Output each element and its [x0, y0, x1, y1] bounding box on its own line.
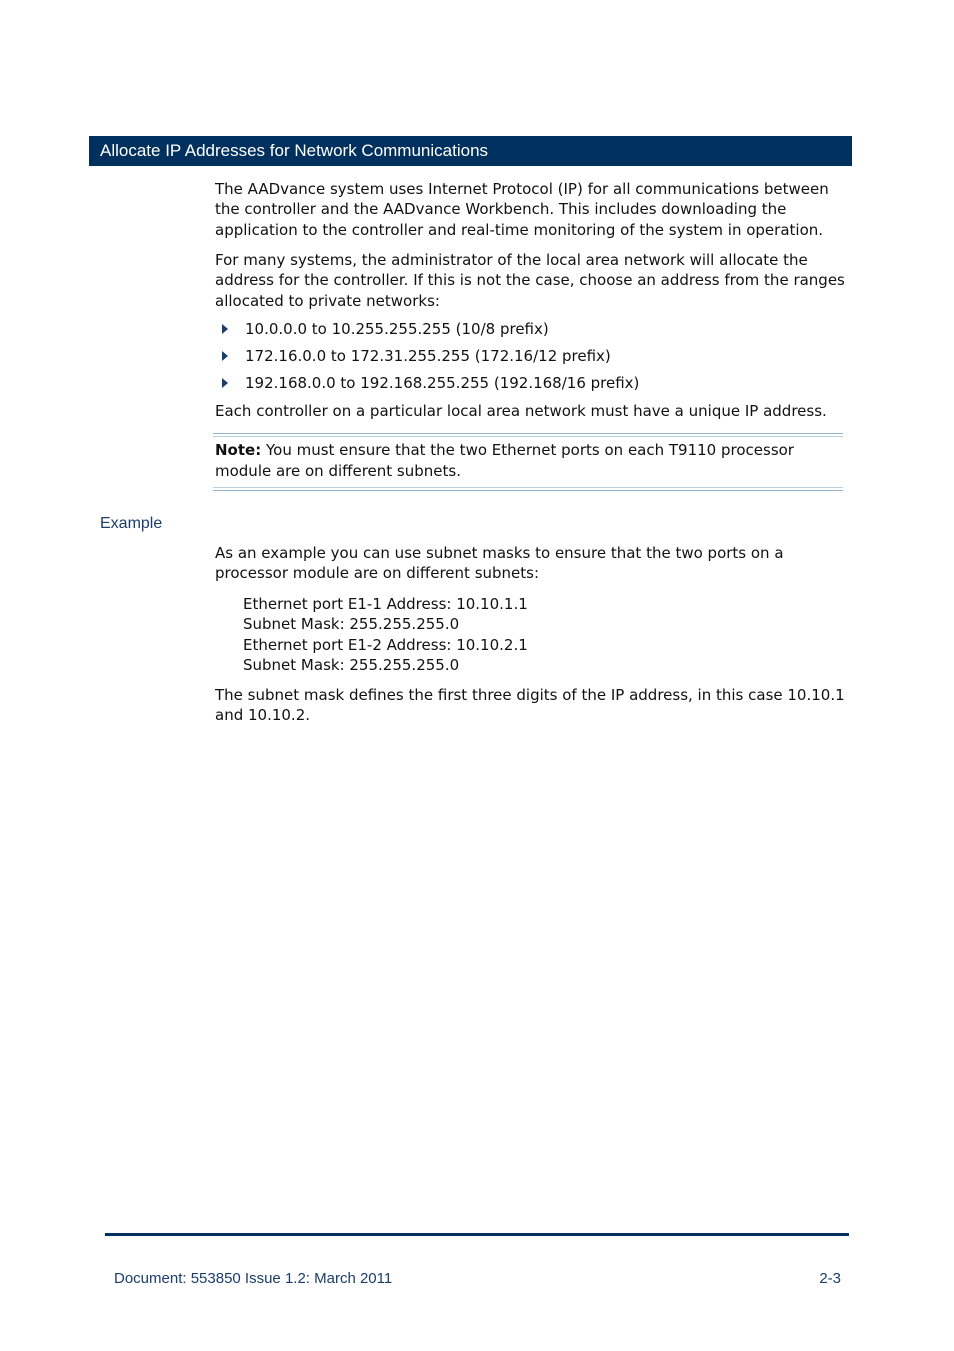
section-heading: Allocate IP Addresses for Network Communications: [89, 136, 852, 166]
allocation-paragraph: For many systems, the administrator of the local area network will allocate the address for the controller. If this is not the case, choose an address from the ranges allocated to private networks:: [215, 251, 845, 310]
note-text: You must ensure that the two Ethernet ports on each T9110 processor module are on different subnets.: [215, 441, 794, 480]
note-bottom-rule: [213, 490, 843, 491]
note-label: Note:: [215, 441, 262, 459]
note: [215, 440, 840, 482]
example-intro-paragraph: As an example you can use subnet masks to ensure that the two ports on a processor module are on different subnets:: [215, 544, 784, 583]
example-config-block: [243, 594, 528, 675]
footer-rule: [105, 1233, 849, 1236]
list-item-text: 192.168.0.0 to 192.168.255.255 (192.168/16 prefix): [245, 374, 640, 392]
note-top-rule-inner: [213, 436, 843, 437]
list-item-text: 10.0.0.0 to 10.255.255.255 (10/8 prefix): [245, 320, 549, 338]
config-line: Ethernet port E1-1 Address: 10.10.1.1: [243, 595, 528, 613]
intro-paragraph: The AADvance system uses Internet Protocol (IP) for all communications between the controller and the AADvance Workbench. This includes downloading the application to the controller and real-time monitoring of the system in operation.: [215, 180, 829, 239]
example-heading: Example: [100, 515, 163, 532]
config-line: Subnet Mask: 255.255.255.0: [243, 655, 460, 674]
bullet-arrow-icon: [222, 324, 228, 334]
footer-page-number: 2-3: [819, 1270, 841, 1287]
bullet-arrow-icon: [222, 351, 228, 361]
example-conclusion-paragraph: The subnet mask defines the first three digits of the IP address, in this case 10.10.1 and 10.10.2.: [215, 686, 845, 725]
bullet-arrow-icon: [222, 378, 228, 388]
footer-document-info: Document: 553850 Issue 1.2: March 2011: [114, 1270, 393, 1287]
config-line: Ethernet port E1-2 Address: 10.10.2.1: [243, 635, 528, 654]
note-top-rule: [213, 433, 843, 434]
note-bottom-rule-inner: [213, 487, 843, 488]
list-item-text: 172.16.0.0 to 172.31.255.255 (172.16/12 prefix): [245, 347, 611, 365]
unique-address-paragraph: Each controller on a particular local area network must have a unique IP address.: [215, 402, 827, 420]
config-line: Subnet Mask: 255.255.255.0: [243, 615, 460, 634]
